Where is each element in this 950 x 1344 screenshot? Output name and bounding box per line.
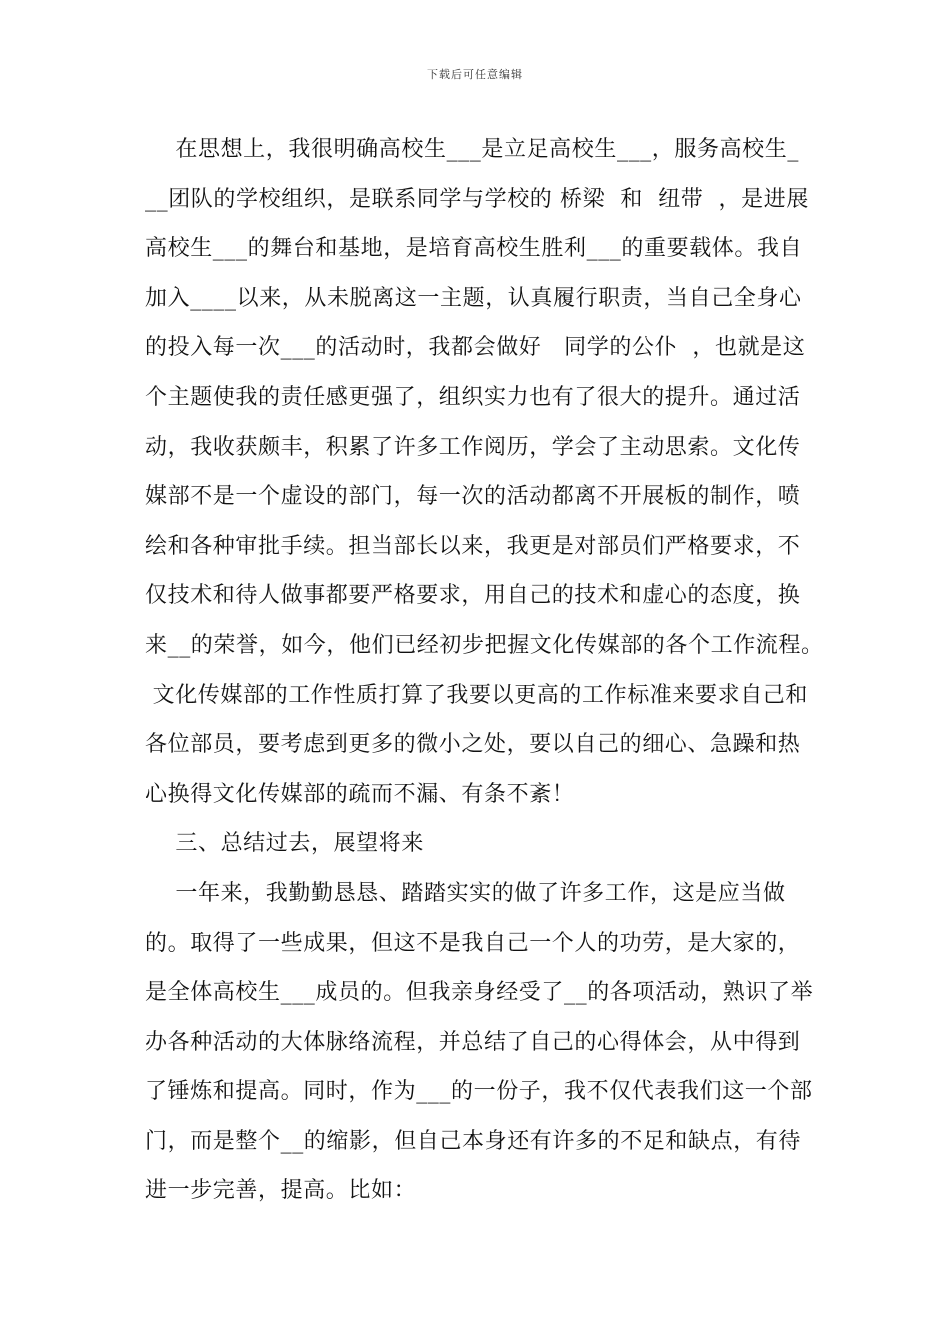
text-line: 一年来，我勤勤恳恳、踏踏实实的做了许多工作，这是应当做 (145, 880, 786, 906)
text-line: 办各种活动的大体脉络流程，并总结了自己的心得体会，从中得到 (145, 1029, 801, 1055)
text-line: 仅技术和待人做事都要严格要求，用自己的技术和虚心的态度，换 (145, 583, 801, 609)
section-heading: 三、总结过去，展望将来 (145, 831, 424, 857)
text-line: 各位部员，要考虑到更多的微小之处，要以自己的细心、急躁和热 (145, 732, 801, 758)
text-line: 加入____以来，从未脱离这一主题，认真履行职责，当自己全身心 (145, 285, 802, 311)
text-line: 进一步完善，提高。比如： (145, 1178, 417, 1204)
text-line: 绘和各种审批手续。担当部长以来，我更是对部员们严格要求，不 (145, 533, 801, 559)
text-line: 媒部不是一个虚设的部门，每一次的活动都离不开展板的制作，喷 (145, 484, 801, 510)
text-line: 的。取得了一些成果，但这不是我自己一个人的功劳，是大家的， (145, 930, 801, 956)
text-line: 的投入每一次___的活动时，我都会做好 同学的公仆 ，也就是这 (145, 335, 806, 361)
page-header: 下载后可任意编辑 (427, 68, 523, 81)
text-line: 是全体高校生___成员的。但我亲身经受了__的各项活动，熟识了举 (145, 980, 814, 1006)
text-line: 动，我收获颇丰，积累了许多工作阅历，学会了主动思索。文化传 (145, 434, 801, 460)
text-line: 在思想上，我很明确高校生___是立足高校生___，服务高校生_ (145, 137, 799, 162)
text-line: 高校生___的舞台和基地，是培育高校生胜利___的重要载体。我自 (145, 236, 803, 262)
text-line: 文化传媒部的工作性质打算了我要以更高的工作标准来要求自己和 (145, 682, 808, 708)
text-line: 门，而是整个__的缩影，但自己本身还有许多的不足和缺点，有待 (145, 1128, 802, 1154)
text-line: 个主题使我的责任感更强了，组织实力也有了很大的提升。通过活 (145, 384, 801, 410)
text-line: 心换得文化传媒部的疏而不漏、有条不紊！ (145, 781, 575, 807)
text-line: 来__的荣誉，如今，他们已经初步把握文化传媒部的各个工作流程。 (145, 632, 824, 658)
document-body (145, 125, 824, 1216)
text-line: __团队的学校组织，是联系同学与学校的 桥梁 和 纽带 ，是进展 (145, 186, 809, 212)
text-line: 了锤炼和提高。同时，作为___的一份子，我不仅代表我们这一个部 (145, 1079, 813, 1105)
